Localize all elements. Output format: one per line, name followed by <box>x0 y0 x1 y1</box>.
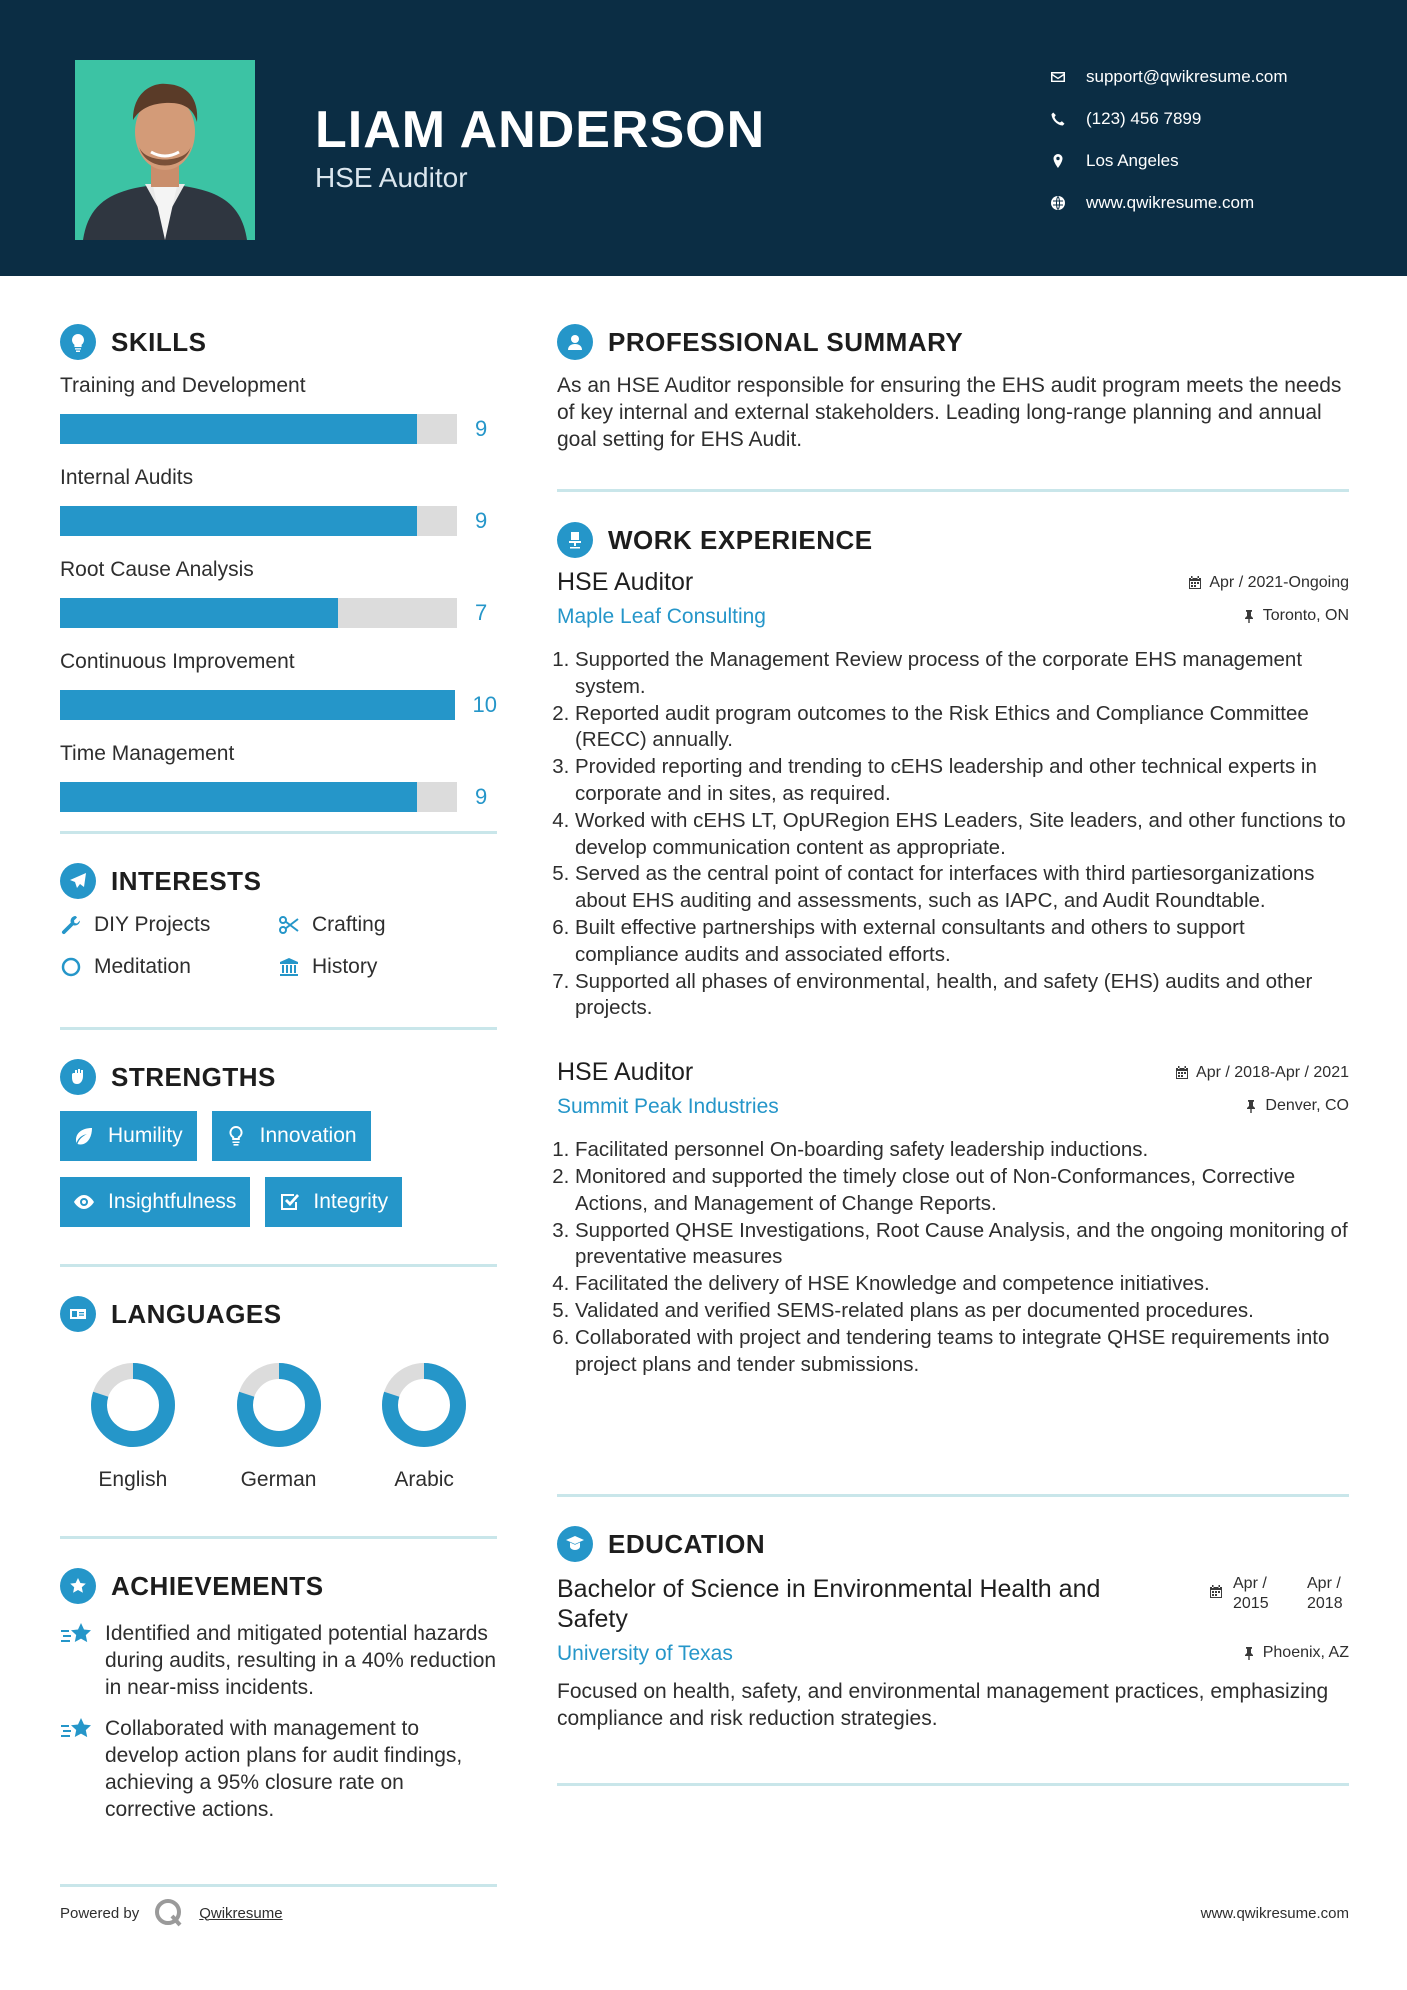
graduate-icon <box>557 1526 593 1562</box>
skill-item <box>60 650 497 722</box>
section-divider <box>60 1264 497 1267</box>
job-header <box>557 1058 1349 1087</box>
user-icon <box>557 324 593 360</box>
calendar-icon <box>1175 1066 1189 1080</box>
calendar-icon <box>1188 576 1202 590</box>
education-end-year: 2018 <box>1307 1595 1343 1612</box>
skill-bar <box>60 782 457 812</box>
job-dates <box>1188 574 1349 592</box>
achievements-section <box>60 1568 497 1823</box>
section-divider <box>60 831 497 834</box>
section-divider <box>60 1884 497 1887</box>
language-label: German <box>240 1468 317 1491</box>
check-square-icon <box>277 1190 301 1214</box>
contact-phone[interactable] <box>1050 98 1288 140</box>
skill-label: Training and Development <box>60 374 306 397</box>
contact-phone-text: (123) 456 7899 <box>1086 109 1202 128</box>
skill-item <box>60 466 497 538</box>
achievement-text: Identified and mitigated potential hazards during audits, resulting in a 40% reduction in near-miss incidents. <box>105 1622 497 1699</box>
lightbulb-icon <box>224 1124 248 1148</box>
skill-score: 9 <box>475 416 488 441</box>
wrench-icon <box>60 914 82 936</box>
education-start-month: Apr / <box>1233 1575 1267 1592</box>
job-responsibility: 4. Facilitated the delivery of HSE Knowledge and competence initiatives. <box>575 1271 1349 1298</box>
achievements-heading <box>60 1568 497 1604</box>
skill-bar-fill <box>60 414 417 444</box>
job-location-text: Toronto, ON <box>1262 607 1349 624</box>
pushpin-icon <box>1244 1099 1258 1113</box>
job-entry <box>557 1058 1349 1378</box>
skill-bar-fill <box>60 506 417 536</box>
skill-bar <box>60 506 457 536</box>
job-subheader <box>557 605 1349 629</box>
qwikresume-logo-icon <box>153 1897 185 1929</box>
skill-score: 7 <box>475 600 488 625</box>
section-divider <box>557 1783 1349 1786</box>
education-end <box>1307 1574 1349 1614</box>
interests-list <box>60 913 497 979</box>
skill-score: 9 <box>475 508 488 533</box>
skills-title: SKILLS <box>111 326 207 357</box>
job-responsibility: 4. Worked with cEHS LT, OpURegion EHS Leaders, Site leaders, and other functions to develop communication content as appropriate. <box>575 808 1349 862</box>
pushpin-icon <box>1242 609 1256 623</box>
lightbulb-icon <box>60 324 96 360</box>
language-item <box>60 1360 206 1492</box>
job-location <box>1244 1097 1349 1115</box>
interest-label: Crafting <box>312 913 386 936</box>
language-donut <box>234 1360 324 1450</box>
skill-bar-fill <box>60 690 455 720</box>
strengths-heading <box>60 1059 497 1095</box>
contact-email-text: support@qwikresume.com <box>1086 67 1288 86</box>
language-donut <box>379 1360 469 1450</box>
skill-label: Internal Audits <box>60 466 194 489</box>
star-badge-icon <box>60 1568 96 1604</box>
contact-website-text: www.qwikresume.com <box>1086 193 1255 212</box>
section-divider <box>557 1494 1349 1497</box>
degree-title: Bachelor of Science in Environmental Health and Safety <box>557 1575 1101 1633</box>
section-divider <box>60 1027 497 1030</box>
skills-list <box>60 374 497 814</box>
strengths-title: STRENGTHS <box>111 1061 276 1092</box>
job-dates <box>1175 1064 1349 1082</box>
strength-tag <box>60 1177 250 1227</box>
job-entry <box>557 568 1349 1022</box>
job-responsibility: 2. Reported audit program outcomes to the Risk Ethics and Compliance Committee (RECC) annually. <box>575 701 1349 755</box>
leaf-icon <box>72 1124 96 1148</box>
education-start <box>1233 1574 1307 1614</box>
shooting-star-icon <box>60 1717 94 1743</box>
strength-tag <box>212 1111 371 1161</box>
skill-label: Continuous Improvement <box>60 650 295 673</box>
profile-photo <box>75 60 255 240</box>
company-name: Maple Leaf Consulting <box>557 605 766 628</box>
experience-section <box>557 522 1349 1378</box>
job-responsibilities <box>557 1137 1349 1378</box>
candidate-role: HSE Auditor <box>315 162 468 193</box>
strengths-list <box>60 1111 497 1227</box>
candidate-name: LIAM ANDERSON <box>315 101 766 159</box>
contact-website[interactable] <box>1050 182 1288 224</box>
skills-heading <box>60 324 497 360</box>
education-section <box>557 1526 1349 1732</box>
interests-section <box>60 863 497 979</box>
job-responsibility: 2. Monitored and supported the timely close out of Non-Conformances, Corrective Actions, and Management of Change Reports. <box>575 1164 1349 1218</box>
education-location <box>1242 1644 1349 1662</box>
summary-heading <box>557 324 1349 360</box>
achievement-text: Collaborated with management to develop action plans for audit findings, achieving a 95% closure rate on corrective actions. <box>105 1717 463 1821</box>
education-header <box>557 1574 1349 1634</box>
job-responsibility: 7. Supported all phases of environmental, health, and safety (EHS) audits and other projects. <box>575 969 1349 1023</box>
skill-score: 10 <box>472 692 497 717</box>
achievement-item <box>60 1620 497 1701</box>
job-location <box>1242 607 1349 625</box>
language-label: Arabic <box>394 1468 454 1491</box>
languages-heading <box>60 1296 497 1332</box>
languages-section <box>60 1296 497 1492</box>
education-heading <box>557 1526 1349 1562</box>
skill-item <box>60 558 497 630</box>
circle-icon <box>60 956 82 978</box>
job-responsibility: 5. Served as the central point of contact for interfaces with third partiesorganizations about EHS auditing and assessments, such as IAPC, and Audit Roundtable. <box>575 861 1349 915</box>
strength-label: Innovation <box>259 1124 357 1147</box>
job-responsibility: 6. Collaborated with project and tendering teams to integrate QHSE requirements into project plans and tender submissions. <box>575 1325 1349 1379</box>
job-responsibility: 1. Supported the Management Review process of the corporate EHS management system. <box>575 647 1349 701</box>
powered-by-label: Powered by <box>60 1904 140 1922</box>
achievement-item <box>60 1715 497 1823</box>
summary-section <box>557 324 1349 453</box>
skill-item <box>60 742 497 814</box>
skill-label: Root Cause Analysis <box>60 558 254 581</box>
language-item <box>206 1360 352 1492</box>
education-location-text: Phoenix, AZ <box>1262 1644 1349 1661</box>
section-divider <box>557 489 1349 492</box>
qwikresume-link[interactable]: Qwikresume <box>199 1904 283 1922</box>
contact-email[interactable] <box>1050 56 1288 98</box>
education-text: Focused on health, safety, and environmental management practices, emphasizing compliance and risk reduction strategies. <box>557 1680 1329 1730</box>
section-divider <box>60 1536 497 1539</box>
strength-label: Integrity <box>313 1190 389 1213</box>
phone-icon <box>1050 111 1086 127</box>
globe-icon <box>1050 195 1086 211</box>
interest-label: DIY Projects <box>94 913 211 936</box>
strength-label: Humility <box>108 1124 183 1147</box>
job-responsibility: 1. Facilitated personnel On-boarding safety leadership inductions. <box>575 1137 1349 1164</box>
scissors-icon <box>278 914 300 936</box>
language-donut <box>88 1360 178 1450</box>
fist-icon <box>60 1059 96 1095</box>
job-responsibility: 6. Built effective partnerships with external consultants and others to support compliance audits and associated efforts. <box>575 915 1349 969</box>
language-label: English <box>98 1468 168 1491</box>
company-name: Summit Peak Industries <box>557 1095 779 1119</box>
experience-title: WORK EXPERIENCE <box>608 524 873 555</box>
skills-section <box>60 324 497 814</box>
calendar-icon <box>1209 1585 1223 1599</box>
skill-bar <box>60 598 457 628</box>
strengths-section <box>60 1059 497 1227</box>
education-end-month: Apr / <box>1307 1575 1341 1592</box>
job-title: HSE Auditor <box>557 1058 694 1087</box>
achievements-title: ACHIEVEMENTS <box>111 1570 324 1601</box>
job-subheader <box>557 1095 1349 1119</box>
interest-item <box>278 955 496 979</box>
strength-label: Insightfulness <box>108 1190 237 1213</box>
footer-powered-by <box>60 1897 283 1929</box>
strength-tag <box>265 1177 402 1227</box>
interest-item <box>60 955 278 979</box>
skill-bar-fill <box>60 782 417 812</box>
interests-title: INTERESTS <box>111 865 262 896</box>
interest-item <box>278 913 496 937</box>
summary-text: As an HSE Auditor responsible for ensuring the EHS audit program meets the needs of key internal and external stakeholders. Leading long-range planning and annual goal setting for EHS Audit. <box>557 374 1342 451</box>
education-dates <box>1209 1574 1349 1634</box>
job-dates-text: Apr / 2018-Apr / 2021 <box>1196 1064 1349 1082</box>
skill-bar <box>60 414 457 444</box>
contact-list <box>1050 56 1288 224</box>
skill-score: 9 <box>475 784 488 809</box>
envelope-icon <box>1050 69 1086 85</box>
paper-plane-icon <box>60 863 96 899</box>
interest-item <box>60 913 278 937</box>
resume-header <box>0 0 1407 276</box>
achievements-list <box>60 1620 497 1823</box>
experience-heading <box>557 522 1349 558</box>
contact-location-text: Los Angeles <box>1086 151 1179 170</box>
school-name: University of Texas <box>557 1642 733 1665</box>
office-chair-icon <box>557 522 593 558</box>
skill-label: Time Management <box>60 742 235 765</box>
museum-icon <box>278 956 300 978</box>
languages-title: LANGUAGES <box>111 1298 282 1329</box>
job-responsibility: 3. Supported QHSE Investigations, Root Cause Analysis, and the ongoing monitoring of preventative measures <box>575 1218 1349 1272</box>
job-dates-text: Apr / 2021-Ongoing <box>1209 574 1349 591</box>
contact-location <box>1050 140 1288 182</box>
summary-title: PROFESSIONAL SUMMARY <box>608 326 964 357</box>
job-title: HSE Auditor <box>557 568 694 596</box>
pushpin-icon <box>1242 1646 1256 1660</box>
skill-bar-fill <box>60 598 338 628</box>
languages-list <box>60 1360 497 1492</box>
job-responsibility: 5. Validated and verified SEMS-related plans as per documented procedures. <box>575 1298 1349 1325</box>
education-subheader <box>557 1642 1349 1666</box>
education-title: EDUCATION <box>608 1528 766 1559</box>
skill-bar <box>60 690 455 720</box>
eye-icon <box>72 1190 96 1214</box>
job-responsibilities <box>557 647 1349 1022</box>
footer-website[interactable]: www.qwikresume.com <box>1200 1905 1349 1922</box>
map-pin-icon <box>1050 153 1086 169</box>
profile-photo-illustration <box>75 60 255 240</box>
strength-tag <box>60 1111 197 1161</box>
language-item <box>351 1360 497 1492</box>
translate-icon <box>60 1296 96 1332</box>
job-responsibility: 3. Provided reporting and trending to cEHS leadership and other technical experts in corporate and in sites, as required. <box>575 754 1349 808</box>
job-header <box>557 568 1349 597</box>
shooting-star-icon <box>60 1622 94 1648</box>
job-location-text: Denver, CO <box>1265 1097 1349 1115</box>
interests-heading <box>60 863 497 899</box>
skill-item <box>60 374 497 446</box>
education-start-year: 2015 <box>1233 1595 1269 1612</box>
interest-label: Meditation <box>94 955 191 978</box>
interest-label: History <box>312 955 378 978</box>
